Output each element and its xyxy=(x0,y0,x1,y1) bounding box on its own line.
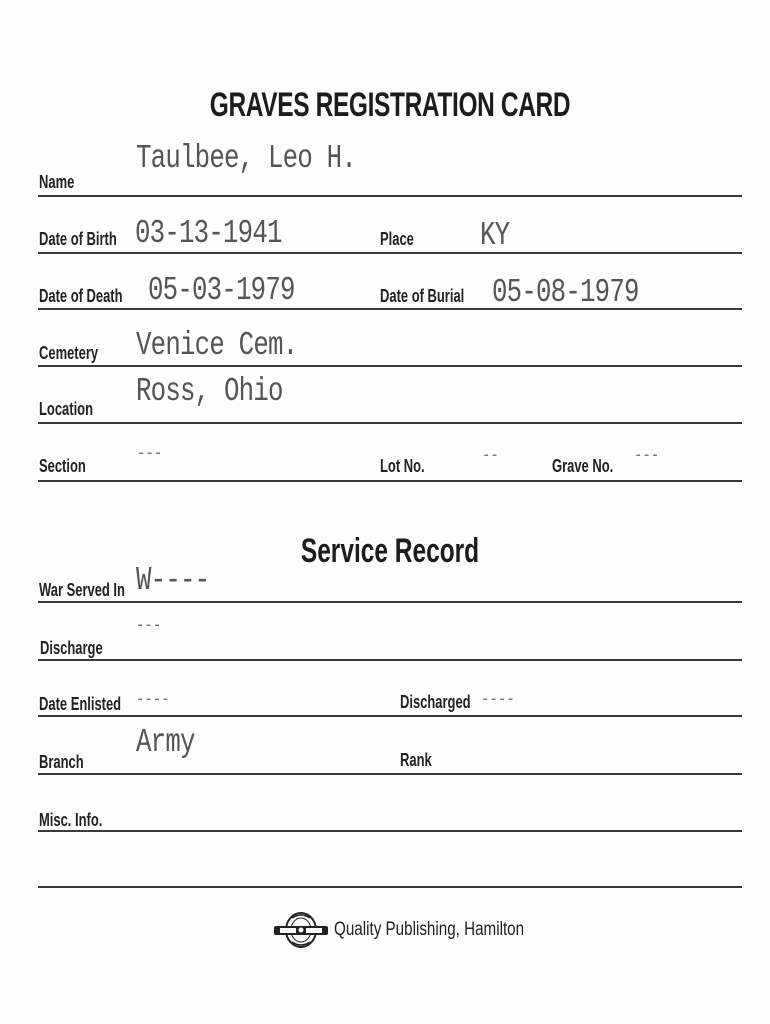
location-label: Location xyxy=(39,399,93,419)
date-of-birth-rule xyxy=(38,252,742,254)
cemetery-label: Cemetery xyxy=(39,343,99,363)
union-label-seal-icon xyxy=(272,910,330,950)
rank-label: Rank xyxy=(400,750,432,770)
grave-no-value: --- xyxy=(634,446,660,466)
branch-value: Army xyxy=(136,724,195,761)
name-rule xyxy=(38,195,742,197)
location-value: Ross, Ohio xyxy=(136,373,283,410)
discharge-value: --- xyxy=(136,616,162,636)
branch-rule xyxy=(38,773,742,775)
discharged-value: ---- xyxy=(481,690,515,710)
war-served-in-label: War Served In xyxy=(39,580,125,600)
location-rule xyxy=(38,422,742,424)
section-value: --- xyxy=(137,444,163,464)
date-of-birth-label: Date of Birth xyxy=(39,229,117,249)
date-of-death-value: 05-03-1979 xyxy=(148,272,295,309)
section-label: Section xyxy=(39,456,86,476)
section-rule xyxy=(38,480,742,482)
date-of-birth-value: 03-13-1941 xyxy=(135,215,282,252)
misc-info-rule-2 xyxy=(38,886,742,888)
publisher-text: Quality Publishing, Hamilton xyxy=(334,919,525,940)
date-of-death-label: Date of Death xyxy=(39,286,123,306)
place-label: Place xyxy=(380,229,414,249)
war-served-in-rule xyxy=(38,601,742,603)
cemetery-rule xyxy=(38,365,742,367)
place-value: KY xyxy=(480,217,510,254)
date-of-burial-label: Date of Burial xyxy=(380,286,465,306)
date-of-burial-value: 05-08-1979 xyxy=(492,274,639,311)
publisher-footer xyxy=(272,910,572,950)
card-title: GRAVES REGISTRATION CARD xyxy=(209,86,571,124)
misc-info-label: Misc. Info. xyxy=(39,810,103,830)
date-enlisted-value: ---- xyxy=(136,690,170,710)
discharged-label: Discharged xyxy=(400,692,471,712)
service-record-title: Service Record xyxy=(300,532,480,570)
name-value: Taulbee, Leo H. xyxy=(136,140,357,177)
cemetery-value: Venice Cem. xyxy=(136,327,298,364)
war-served-in-value: W---- xyxy=(136,562,210,599)
lot-no-value: -- xyxy=(482,446,499,466)
lot-no-label: Lot No. xyxy=(380,456,425,476)
grave-no-label: Grave No. xyxy=(552,456,614,476)
discharge-label: Discharge xyxy=(40,638,103,658)
date-enlisted-label: Date Enlisted xyxy=(39,694,122,714)
date-of-death-rule xyxy=(38,308,742,310)
misc-info-rule xyxy=(38,830,742,832)
discharge-rule xyxy=(38,659,742,661)
name-label: Name xyxy=(39,172,75,192)
branch-label: Branch xyxy=(39,752,84,772)
date-enlisted-rule xyxy=(38,715,742,717)
